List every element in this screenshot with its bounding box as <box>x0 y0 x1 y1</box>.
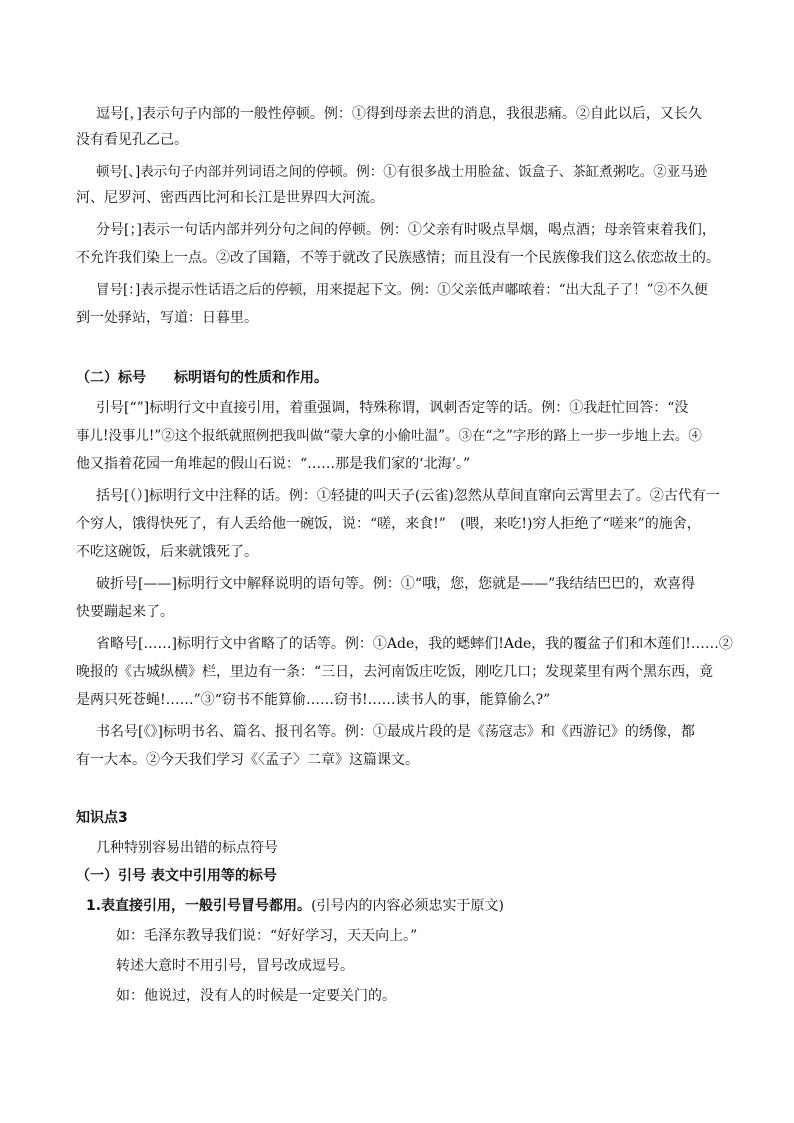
example-direct-quote: 如：毛泽东教导我们说：“好好学习，天天向上。” <box>116 928 418 944</box>
fenhao-paragraph-line-1: 分号[；]表示一句话内部并列分句之间的停顿。例：①父亲有时吸点旱烟，喝点酒；母亲管束着我们， <box>96 222 716 238</box>
knowledge-point-3-heading: 知识点3 <box>76 810 128 826</box>
kuohao-paragraph-line-3: 不吃这碗饭，后来就饿死了。 <box>76 544 258 560</box>
biaohao-heading: （二）标号 标明语句的性质和作用。 <box>76 370 328 386</box>
dunhao-paragraph-line-2: 河、尼罗河、密西西比河和长江是世界四大河流。 <box>76 190 384 206</box>
kuohao-paragraph-line-2: 个穷人，饿得快死了，有人丢给他一碗饭，说：“嗟，来食!” (喂，来吃!)穷人拒绝了“嗟来”的施舍， <box>76 516 701 532</box>
shenglvehao-paragraph-line-1: 省略号[……]标明行文中省略了的话等。例：①Ade，我的蟋蟀们!Ade，我的覆盆子们和木莲们!……② <box>96 636 733 652</box>
maohao-paragraph-line-1: 冒号[：]表示提示性话语之后的停顿，用来提起下文。例：①父亲低声嘟哝着：“出大乱子了！”②不久便 <box>96 282 708 298</box>
fenhao-paragraph-line-2: 不允许我们染上一点。②改了国籍，不等于就改了民族感情；而且没有一个民族像我们这么依恋故土的。 <box>76 250 720 266</box>
item-1-line <box>86 896 504 916</box>
pozhehao-paragraph-line-1: 破折号[——]标明行文中解释说明的语句等。例：①“哦，您，您就是——”我结结巴巴的，欢喜得 <box>96 576 696 592</box>
pozhehao-paragraph-line-2: 快要蹦起来了。 <box>76 604 174 620</box>
shenglvehao-paragraph-line-3: 是两只死苍蝇!……”③“窃书不能算偷……窃书!……读书人的事，能算偷么?” <box>76 692 551 708</box>
knowledge-point-3-subtitle: 几种特别容易出错的标点符号 <box>96 840 278 856</box>
yinhao-paragraph-line-3: 他又指着花园一角堆起的假山石说：“……那是我们家的‘北海’。” <box>76 456 471 472</box>
comma-paragraph-line-1: 逗号[，]表示句子内部的一般性停顿。例：①得到母亲去世的消息，我很悲痛。②自此以后，又长久 <box>96 106 702 122</box>
yinhao-sub-heading: （一）引号 表文中引用等的标号 <box>76 868 277 884</box>
example-indirect-quote: 如：他说过，没有人的时候是一定要关门的。 <box>116 988 396 1004</box>
shuminghao-paragraph-line-2: 有一大本。②今天我们学习《〈孟子〉二章》这篇课文。 <box>76 752 419 768</box>
maohao-paragraph-line-2: 到一处驿站，写道：日暮里。 <box>76 310 258 326</box>
shenglvehao-paragraph-line-2: 晚报的《古城纵横》栏，里边有一条：“三日，去河南饭庄吃饭，刚吃几口；发现菜里有两个黑东西，竟 <box>76 664 714 680</box>
comma-paragraph-line-2: 没有看见孔乙己。 <box>76 132 188 148</box>
yinhao-paragraph-line-2: 事儿!没事儿!”②这个报纸就照例把我叫做“蒙大拿的小偷吐温”。③在“之”字形的路上一步一步地上去。④ <box>76 428 702 444</box>
item-1-note: (引号内的内容必须忠实于原文) <box>311 898 504 914</box>
kuohao-paragraph-line-1: 括号[（）]标明行文中注释的话。例：①轻捷的叫天子(云雀)忽然从草间直窜向云霄里去了。②古代有一 <box>96 488 720 504</box>
item-1-bold-text: 1.表直接引用，一般引号冒号都用。 <box>86 898 312 914</box>
dunhao-paragraph-line-1: 顿号[、]表示句子内部并列词语之间的停顿。例：①有很多战士用脸盆、饭盒子、茶缸煮粥吃。②亚马逊 <box>96 164 708 180</box>
indirect-quote-rule: 转述大意时不用引号，冒号改成逗号。 <box>116 958 354 974</box>
yinhao-paragraph-line-1: 引号[“”]标明行文中直接引用，着重强调，特殊称谓，讽刺否定等的话。例：①我赶忙回答：“没 <box>96 400 689 416</box>
shuminghao-paragraph-line-1: 书名号[《》]标明书名、篇名、报刊名等。例：①最成片段的是《荡寇志》和《西游记》的绣像，都 <box>96 724 695 740</box>
